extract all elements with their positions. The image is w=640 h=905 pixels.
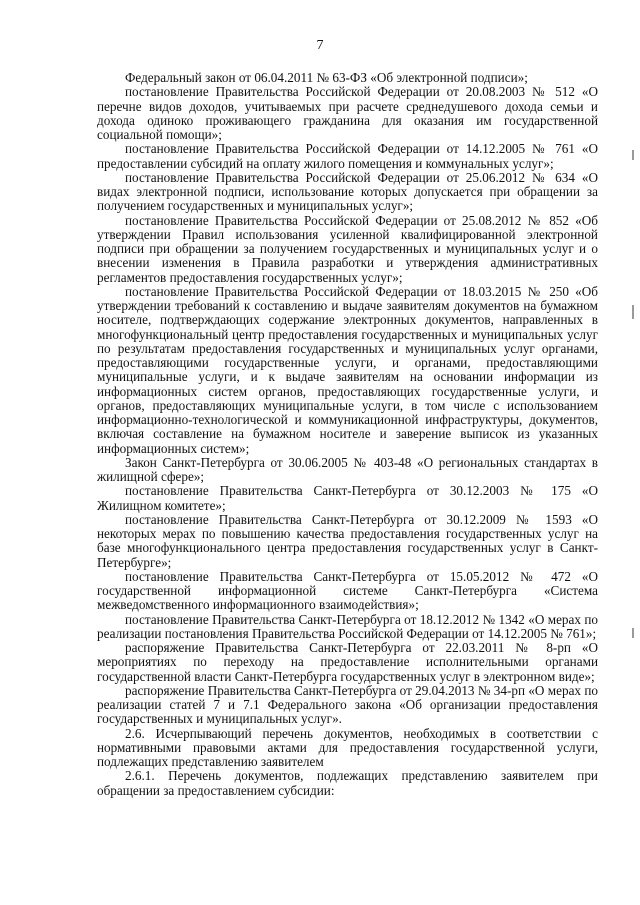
paragraph: постановление Правительства Российской Федерации от 14.12.2005 № 761 «О предоставлении субсидий на оплату жилого помещения и коммунальных услуг»;	[97, 141, 598, 171]
paragraph: Федеральный закон от 06.04.2011 № 63-ФЗ «Об электронной подписи»;	[125, 70, 528, 85]
scan-edge-mark	[632, 150, 634, 160]
paragraph: 2.6.1. Перечень документов, подлежащих представлению заявителем при обращении за предоставлением субсидии:	[97, 768, 598, 798]
paragraph: постановление Правительства Санкт-Петербурга от 30.12.2009 № 1593 «О некоторых мерах по повышению качества предоставления государственных услуг на базе многофункционального центра предоставления государственных услуг в Санкт-Петербурге»;	[97, 511, 598, 570]
paragraph: постановление Правительства Санкт-Петербурга от 30.12.2003 № 175 «О Жилищном комитете»;	[97, 483, 598, 513]
paragraph: распоряжение Правительства Санкт-Петербурга от 22.03.2011 № 8-рп «О мероприятиях по переходу на предоставление исполнительными органами государственной власти Санкт-Петербурга государственных услуг в электронном виде»;	[97, 640, 598, 684]
paragraph: постановление Правительства Российской Федерации от 25.08.2012 № 852 «Об утверждении Правил использования усиленной квалифицированной электронной подписи при обращении за получением государственных и муниципальных услуг и о внесении изменения в Правила разработки и утверждения административных регламентов предоставления государственных услуг»;	[97, 212, 598, 285]
page-number: 7	[316, 38, 324, 53]
paragraph: распоряжение Правительства Санкт-Петербурга от 29.04.2013 № 34-рп «О мерах по реализации статей 7 и 7.1 Федерального закона «Об организации предоставления государственных и муниципальных услуг».	[97, 682, 598, 727]
paragraph: постановление Правительства Российской Федерации от 20.08.2003 № 512 «О перечне видов доходов, учитываемых при расчете среднедушевого дохода семьи и дохода одиноко проживающего гражданина для оказания им государственной социальной помощи»;	[97, 84, 598, 142]
section-heading: 2.6. Исчерпывающий перечень документов, необходимых в соответствии с нормативными правовыми актами для предоставления государственной услуги, подлежащих представлению заявителем	[97, 725, 598, 769]
paragraph: постановление Правительства Санкт-Петербурга от 18.12.2012 № 1342 «О мерах по реализации постановления Правительства Российской Федерации от 14.12.2005 № 761»;	[97, 611, 598, 641]
paragraph: постановление Правительства Российской Федерации от 25.06.2012 № 634 «О видах электронной подписи, использование которых допускается при обращении за получением государственных и муниципальных услуг»;	[97, 169, 598, 214]
paragraph: постановление Правительства Санкт-Петербурга от 15.05.2012 № 472 «О государственной информационной системе Санкт-Петербурга «Система межведомственного информационного взаимодействия»;	[97, 568, 598, 613]
scan-edge-mark	[632, 628, 634, 638]
scan-edge-mark	[632, 305, 634, 319]
paragraph: постановление Правительства Российской Федерации от 18.03.2015 № 250 «Об утверждении требований к составлению и выдаче заявителям документов на бумажном носителе, подтверждающих содержание электронных документов, направленных в многофункциональный центр предоставления государственных и муниципальных услуг по результатам предоставления государственных и муниципальных услуг органами, предоставляющими государственные услуги, и органами, предоставляющими муниципальные услуги, и к выдаче заявителям на основании информации из информационных систем органов, предоставляющих государственные услуги, и органов, предоставляющих муниципальные услуги, в том числе с использованием информационно-технологической и коммуникационной инфраструктуры, документов, включая составление на бумажном носителе и заверение выписок из указанных информационных систем»;	[97, 283, 598, 456]
document-body	[97, 71, 598, 798]
paragraph: Закон Санкт-Петербурга от 30.06.2005 № 403-48 «О региональных стандартах в жилищной сфере»;	[97, 454, 598, 484]
